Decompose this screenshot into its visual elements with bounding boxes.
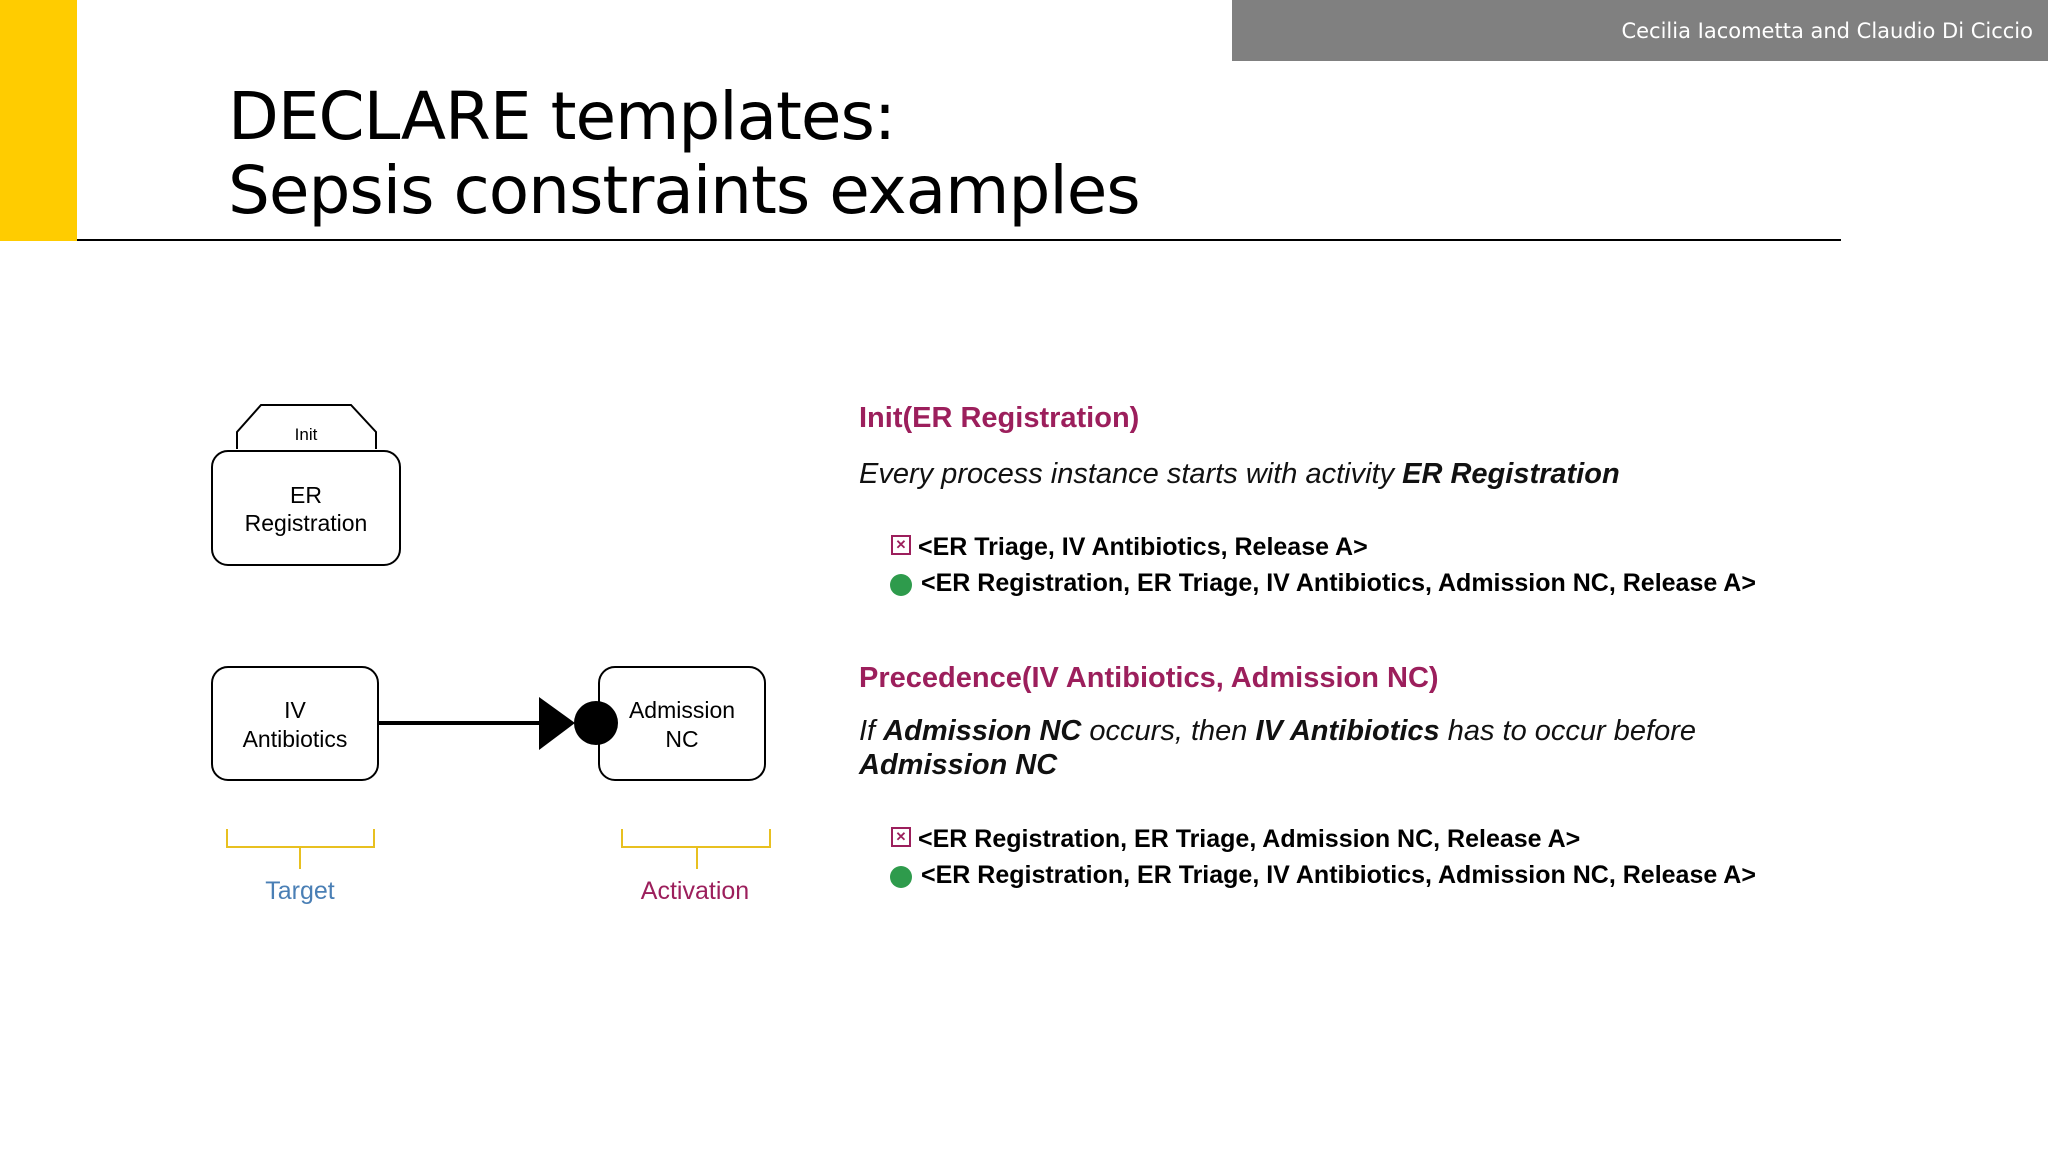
authors-text: Cecilia Iacometta and Claudio Di Ciccio xyxy=(1621,18,2033,43)
precedence-valid-trace: <ER Registration, ER Triage, IV Antibiotics, Admission NC, Release A> xyxy=(921,861,1756,889)
target-brace xyxy=(227,829,374,869)
precedence-constraint-description-line-2 xyxy=(859,748,1057,782)
prec-desc-text-1: If xyxy=(859,715,884,747)
init-label: Init xyxy=(294,425,318,444)
prec-desc-text-2: occurs, then xyxy=(1081,715,1256,747)
init-invalid-trace: <ER Triage, IV Antibiotics, Release A> xyxy=(918,533,1368,561)
prec-desc-activation: Admission NC xyxy=(883,715,1082,747)
prec-desc-text-3: has to occur before xyxy=(1439,715,1696,747)
init-constraint-title: Init(ER Registration) xyxy=(859,402,1140,434)
init-constraint-description xyxy=(859,457,1620,491)
init-valid-trace: <ER Registration, ER Triage, IV Antibiotics, Admission NC, Release A> xyxy=(921,569,1756,597)
adm-label-line-2: NC xyxy=(665,726,699,752)
precedence-constraint-description xyxy=(859,714,1696,748)
iv-label-line-1: IV xyxy=(284,697,306,723)
er-label-line-1: ER xyxy=(290,482,322,508)
prec-desc-target: IV Antibiotics xyxy=(1255,715,1440,747)
iv-label-line-2: Antibiotics xyxy=(242,726,348,752)
init-desc-text: Every process instance starts with activity xyxy=(859,458,1403,490)
precedence-invalid-trace: <ER Registration, ER Triage, Admission NC, Release A> xyxy=(918,825,1581,853)
er-label-line-2: Registration xyxy=(244,510,368,536)
invalid-trace-icon: ✕ xyxy=(891,535,911,555)
prec-desc-activation-2: Admission NC xyxy=(859,749,1058,781)
precedence-constraint-title: Precedence(IV Antibiotics, Admission NC) xyxy=(859,662,1439,694)
er-registration-activity xyxy=(212,451,400,565)
valid-trace-icon xyxy=(890,574,912,596)
iv-antibiotics-activity xyxy=(212,667,378,780)
init-desc-activity: ER Registration xyxy=(1402,458,1620,490)
valid-trace-icon xyxy=(890,866,912,888)
precedence-arrow-icon xyxy=(539,697,575,750)
invalid-trace-icon: ✕ xyxy=(891,827,911,847)
activation-dot-icon xyxy=(574,701,618,745)
admission-nc-activity xyxy=(599,667,765,780)
title-line-2: Sepsis constraints examples xyxy=(228,152,1140,229)
activation-brace xyxy=(622,829,770,869)
target-label: Target xyxy=(265,877,335,905)
title-line-1: DECLARE templates: xyxy=(228,78,896,155)
init-tab xyxy=(237,405,376,449)
activation-label: Activation xyxy=(640,877,750,905)
adm-label-line-1: Admission xyxy=(628,697,736,723)
